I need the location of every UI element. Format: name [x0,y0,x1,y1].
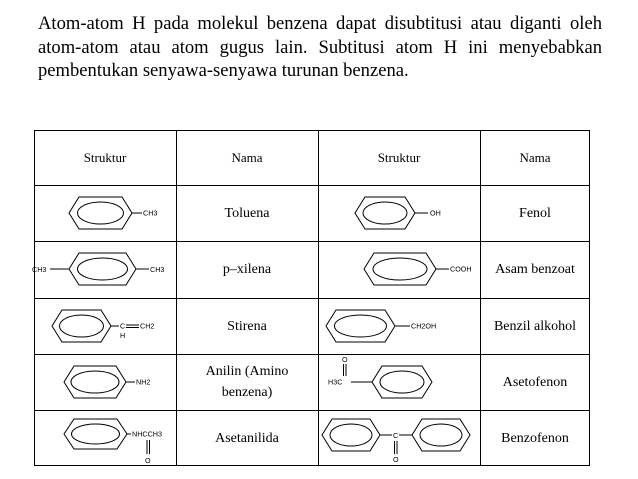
header-nama-2: Nama [519,150,551,165]
label-c-benzofenon: C [393,431,399,440]
label-oh: OH [430,208,441,218]
label-o-benzofenon: O [393,455,399,464]
name-asetanilida: Asetanilida [215,430,279,446]
benzene-derivatives-table [34,130,590,466]
label-h3c: H3C [328,377,343,387]
label-ch2oh: CH2OH [411,321,437,331]
name-fenol: Fenol [519,205,551,221]
structure-p-xilena [34,241,176,298]
name-toluena: Toluena [224,205,270,221]
name-anilin: Anilin (Amino benzena) [205,364,289,400]
label-ch2: CH2 [140,321,155,331]
label-o-asetanilida: O [145,456,151,465]
structure-anilin [34,354,176,410]
name-stirena: Stirena [227,318,267,334]
structure-toluena [34,185,176,241]
label-nhcch3: NHCCH3 [132,429,162,439]
label-ch3-left: CH3 [32,265,47,274]
name-asetofenon: Asetofenon [502,374,568,390]
name-benzil-alkohol: Benzil alkohol [493,318,577,334]
label-ch3-right: CH3 [150,265,165,274]
label-h: H [120,331,126,340]
header-struktur-2: Struktur [377,150,421,165]
structure-benzofenon [318,410,480,466]
header-nama-1: Nama [231,150,263,165]
label-c: C [120,321,126,331]
structure-stirena [34,298,176,354]
structure-asetofenon [318,354,480,410]
header-struktur-1: Struktur [83,150,127,165]
structure-fenol [318,185,480,241]
name-p-xilena: p–xilena [222,262,272,277]
label-o: O [342,355,348,364]
name-benzofenon: Benzofenon [501,430,569,446]
name-asam-benzoat: Asam benzoat [495,262,575,277]
structure-asetanilida [34,410,176,466]
structure-asam-benzoat [318,241,480,298]
label-ch3: CH3 [143,208,158,218]
label-cooh: COOH [450,264,472,274]
structure-benzil-alkohol [318,298,480,354]
intro-paragraph: Atom-atom H pada molekul benzena dapat disubtitusi atau diganti oleh atom-atom atau atom gugus lain. Subtitusi atom H ini menyebabkan pembentukan senyawa-senyawa turunan benzena. [38,13,602,81]
label-nh2: NH2 [136,377,151,387]
